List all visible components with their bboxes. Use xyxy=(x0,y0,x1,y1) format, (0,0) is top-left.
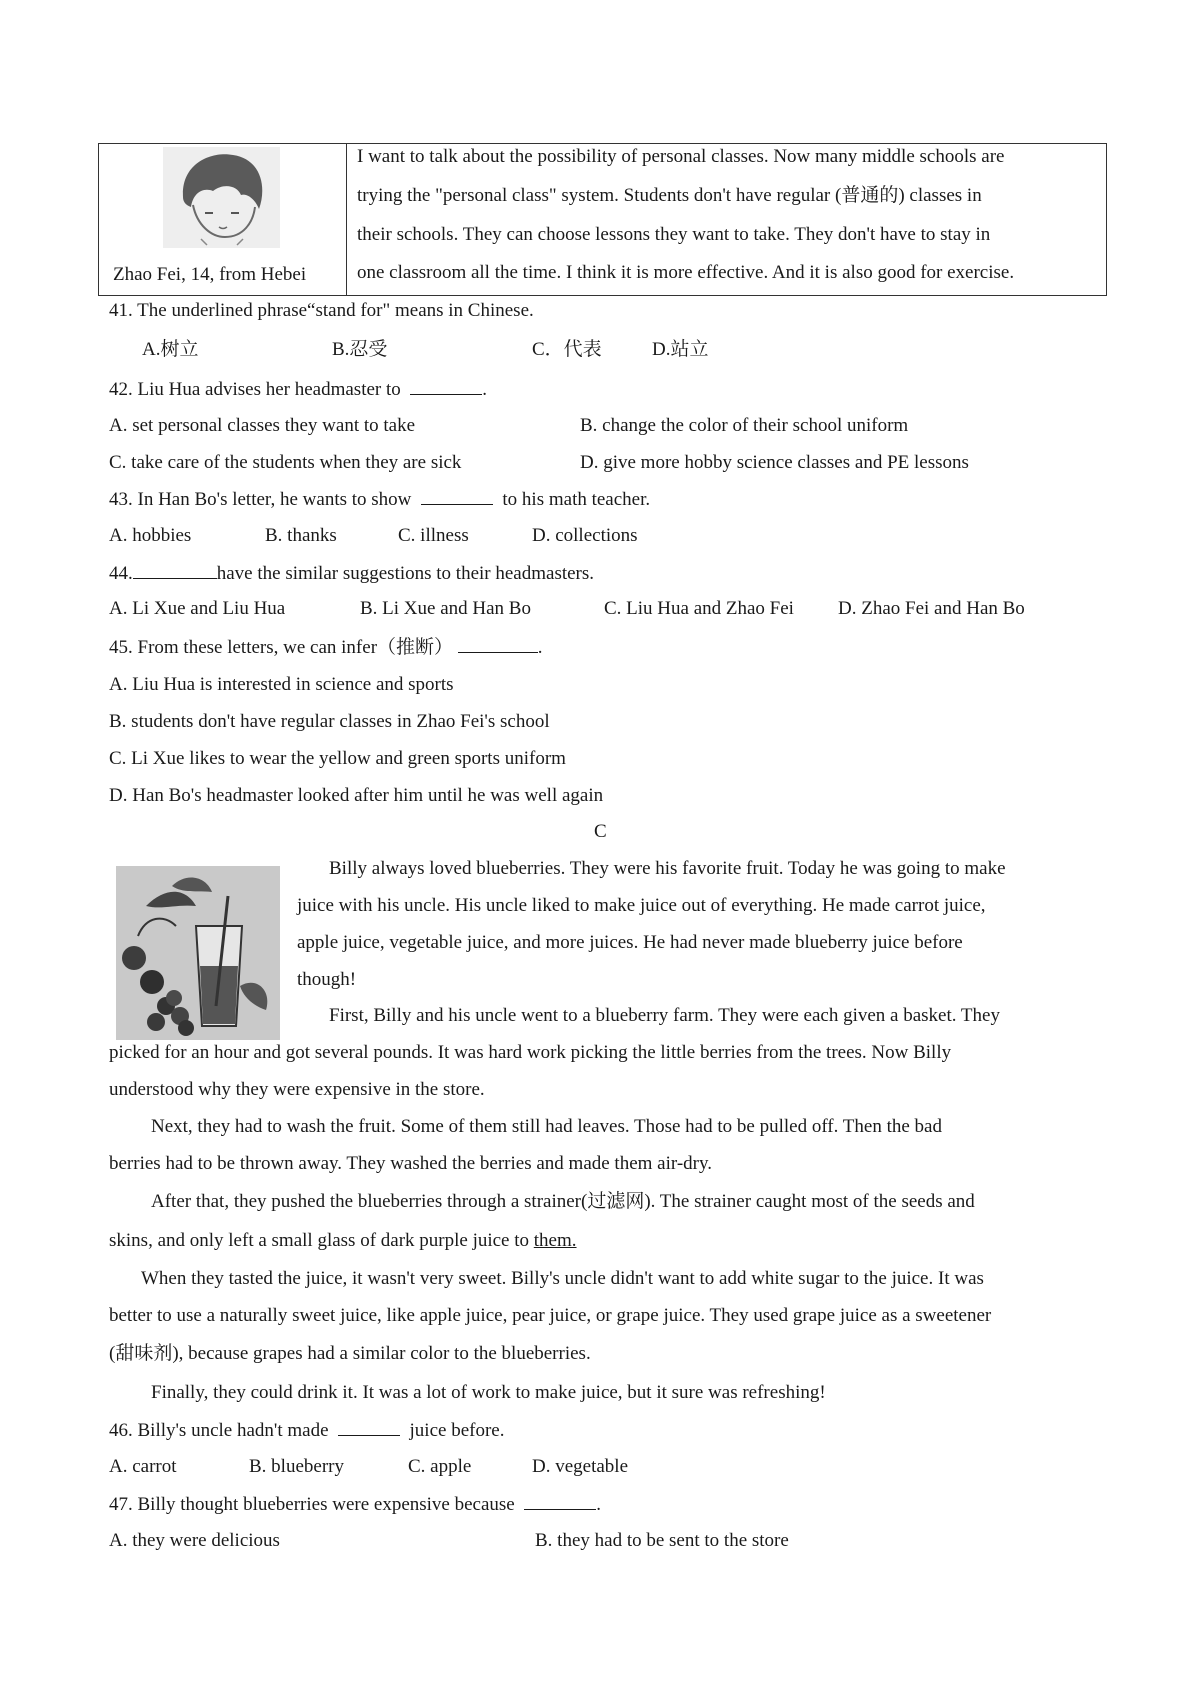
q47-option-b: B. they had to be sent to the store xyxy=(535,1530,789,1551)
q45-option-c: C. Li Xue likes to wear the yellow and green sports uniform xyxy=(109,748,566,769)
q44-option-d: D. Zhao Fei and Han Bo xyxy=(838,598,1025,619)
q44-stem-number: 44. xyxy=(109,563,133,584)
q42-option-c: C. take care of the students when they are sick xyxy=(109,452,462,473)
q44-stem xyxy=(109,561,594,586)
q43-option-c: C. illness xyxy=(398,525,469,546)
q43-stem xyxy=(109,487,650,512)
blueberry-juice-picture xyxy=(116,866,280,1040)
passage-c-line xyxy=(109,1229,577,1253)
q44-option-a: A. Li Xue and Liu Hua xyxy=(109,598,286,619)
q43-option-a: A. hobbies xyxy=(109,525,192,546)
passage-c-line: understood why they were expensive in the store. xyxy=(109,1079,485,1100)
q43-option-b: B. thanks xyxy=(265,525,337,546)
q42-option-b: B. change the color of their school uniform xyxy=(580,415,909,436)
profile-text-line: I want to talk about the possibility of personal classes. Now many middle schools are xyxy=(357,146,1005,167)
q47-stem-end: . xyxy=(596,1494,601,1515)
answer-blank xyxy=(410,377,482,395)
q45-option-a: A. Liu Hua is interested in science and sports xyxy=(109,674,454,695)
q46-option-a: A. carrot xyxy=(109,1456,177,1477)
q41-option-b: B.忍受 xyxy=(332,339,388,360)
q41-option-d: D.站立 xyxy=(652,339,709,360)
q42-option-a: A. set personal classes they want to take xyxy=(109,415,416,436)
passage-c-line: apple juice, vegetable juice, and more juices. He had never made blueberry juice before xyxy=(297,932,963,953)
q42-stem-end: . xyxy=(482,379,488,400)
profile-text-line: their schools. They can choose lessons they want to take. They don't have to stay in xyxy=(357,224,991,245)
q46-option-d: D. vegetable xyxy=(532,1456,629,1477)
q44-option-b: B. Li Xue and Han Bo xyxy=(360,598,531,619)
passage-c-line: First, Billy and his uncle went to a blueberry farm. They were each given a basket. They xyxy=(329,1005,1000,1026)
answer-blank xyxy=(524,1492,596,1510)
answer-blank xyxy=(133,561,217,579)
passage-c-line: When they tasted the juice, it wasn't very sweet. Billy's uncle didn't want to add white sugar to the juice. It was xyxy=(141,1268,984,1289)
profile-text-line: one classroom all the time. I think it is more effective. And it is also good for exercise. xyxy=(357,262,1015,283)
q45-stem xyxy=(109,635,543,660)
passage-c-line: Finally, they could drink it. It was a lot of work to make juice, but it sure was refreshing! xyxy=(151,1382,826,1403)
section-c-heading: C xyxy=(594,821,607,842)
answer-blank xyxy=(421,487,493,505)
q42-stem xyxy=(109,377,487,402)
q45-option-b: B. students don't have regular classes in Zhao Fei's school xyxy=(109,711,550,732)
q41-option-a: A.树立 xyxy=(142,339,199,360)
passage-c-line: berries had to be thrown away. They washed the berries and made them air-dry. xyxy=(109,1153,712,1174)
profile-text-line: trying the "personal class" system. Students don't have regular (普通的) classes in xyxy=(357,185,982,206)
q43-stem-text: 43. In Han Bo's letter, he wants to show xyxy=(109,489,412,510)
underlined-word-them: them. xyxy=(533,1230,577,1251)
q47-option-a: A. they were delicious xyxy=(109,1530,280,1551)
q46-stem xyxy=(109,1418,504,1443)
q46-stem-end: juice before. xyxy=(409,1420,505,1441)
avatar-sketch-image xyxy=(163,147,280,248)
passage-c-line: Billy always loved blueberries. They were his favorite fruit. Today he was going to make xyxy=(329,858,1006,879)
q47-stem-text: 47. Billy thought blueberries were expensive because xyxy=(109,1494,515,1515)
passage-c-line: juice with his uncle. His uncle liked to make juice out of everything. He made carrot juice, xyxy=(297,895,986,916)
q47-stem xyxy=(109,1492,601,1517)
passage-c-line: though! xyxy=(297,969,357,990)
table-divider xyxy=(346,143,347,296)
q46-option-c: C. apple xyxy=(408,1456,472,1477)
q45-stem-text: 45. From these letters, we can infer（推断） xyxy=(109,637,454,658)
q43-stem-end: to his math teacher. xyxy=(502,489,651,510)
q44-option-c: C. Liu Hua and Zhao Fei xyxy=(604,598,794,619)
passage-c-line: Next, they had to wash the fruit. Some of them still had leaves. Those had to be pulled off. Then the bad xyxy=(151,1116,942,1137)
q42-option-d: D. give more hobby science classes and PE lessons xyxy=(580,452,969,473)
q46-stem-text: 46. Billy's uncle hadn't made xyxy=(109,1420,329,1441)
q45-stem-end: . xyxy=(537,637,543,658)
answer-blank xyxy=(458,635,538,653)
q46-option-b: B. blueberry xyxy=(249,1456,344,1477)
q44-stem-text: have the similar suggestions to their headmasters. xyxy=(216,563,595,584)
q45-option-d: D. Han Bo's headmaster looked after him until he was well again xyxy=(109,785,604,806)
answer-blank xyxy=(338,1418,400,1436)
passage-c-line: After that, they pushed the blueberries through a strainer(过滤网). The strainer caught most of the seeds and xyxy=(151,1191,975,1212)
q42-stem-text: 42. Liu Hua advises her headmaster to xyxy=(109,379,401,400)
passage-c-line: better to use a naturally sweet juice, like apple juice, pear juice, or grape juice. They used grape juice as a sweetener xyxy=(109,1305,992,1326)
q41-stem: 41. The underlined phrase“stand for" means in Chinese. xyxy=(109,300,534,321)
passage-c-line: picked for an hour and got several pounds. It was hard work picking the little berries from the trees. Now Billy xyxy=(109,1042,952,1063)
passage-c-text: skins, and only left a small glass of dark purple juice to xyxy=(109,1230,530,1251)
q41-option-c: C．代表 xyxy=(532,339,602,360)
profile-name-caption: Zhao Fei, 14, from Hebei xyxy=(113,264,307,285)
q43-option-d: D. collections xyxy=(532,525,638,546)
passage-c-line: (甜味剂), because grapes had a similar color to the blueberries. xyxy=(109,1343,591,1364)
